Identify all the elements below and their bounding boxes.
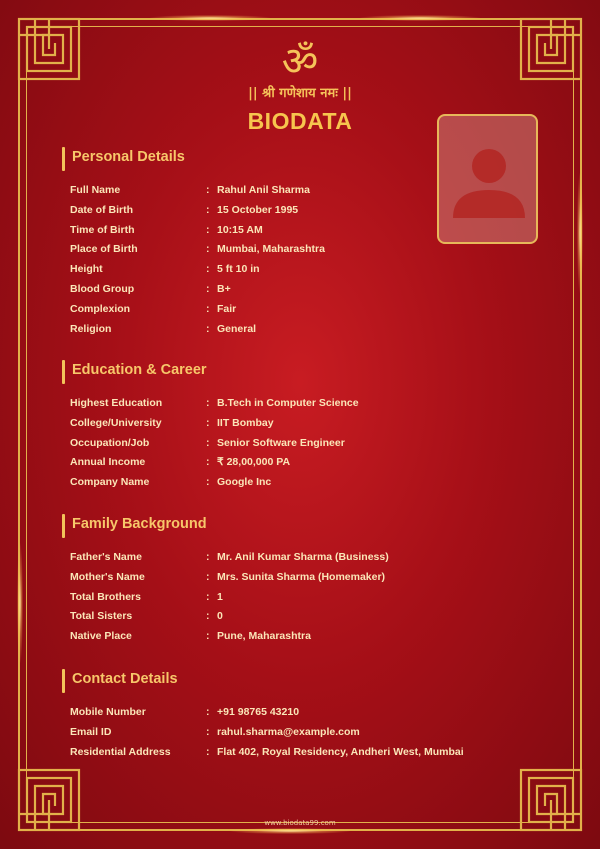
section-title: Education & Career bbox=[72, 362, 207, 378]
detail-colon: : bbox=[206, 184, 210, 196]
detail-label: Native Place bbox=[70, 630, 132, 643]
detail-label: Religion bbox=[70, 322, 112, 335]
detail-value: 5 ft 10 in bbox=[217, 263, 260, 276]
detail-value: rahul.sharma@example.com bbox=[217, 725, 360, 738]
ganesh-mantra: || श्री गणेशाय नमः || bbox=[248, 86, 352, 101]
detail-value: General bbox=[217, 322, 257, 335]
detail-label: Mother's Name bbox=[70, 570, 145, 583]
detail-value: Rahul Anil Sharma bbox=[217, 184, 310, 196]
detail-label: Father's Name bbox=[70, 551, 142, 563]
section-accent-bar bbox=[62, 147, 65, 171]
footer-website: www.biodata99.com bbox=[264, 819, 336, 827]
detail-colon: : bbox=[206, 630, 210, 643]
detail-colon: : bbox=[206, 436, 210, 449]
detail-value: B+ bbox=[217, 282, 231, 295]
detail-label: Full Name bbox=[70, 184, 121, 196]
detail-value: 10:15 AM bbox=[217, 223, 263, 236]
detail-colon: : bbox=[206, 397, 210, 409]
detail-value: 1 bbox=[217, 590, 223, 603]
section-title: Family Background bbox=[72, 516, 207, 532]
detail-value: IIT Bombay bbox=[217, 416, 274, 429]
detail-label: Residential Address bbox=[70, 745, 171, 758]
detail-value: Pune, Maharashtra bbox=[217, 630, 311, 643]
detail-colon: : bbox=[206, 725, 210, 738]
detail-label: Email ID bbox=[70, 725, 112, 738]
detail-colon: : bbox=[206, 203, 210, 216]
detail-label: Annual Income bbox=[70, 456, 146, 469]
detail-label: Time of Birth bbox=[70, 223, 135, 236]
detail-colon: : bbox=[206, 243, 210, 256]
om-symbol: ॐ bbox=[281, 39, 319, 85]
border-glow bbox=[577, 173, 583, 293]
detail-label: Occupation/Job bbox=[70, 436, 150, 449]
border-glow bbox=[150, 15, 270, 21]
detail-colon: : bbox=[206, 570, 210, 583]
person-placeholder-icon bbox=[453, 146, 525, 218]
detail-value: +91 98765 43210 bbox=[217, 706, 300, 718]
profile-photo-placeholder bbox=[437, 114, 538, 244]
detail-value: 15 October 1995 bbox=[217, 203, 299, 216]
border-glow bbox=[230, 828, 350, 834]
detail-colon: : bbox=[206, 282, 210, 295]
border-glow bbox=[360, 15, 480, 21]
section-accent-bar bbox=[62, 360, 65, 384]
detail-colon: : bbox=[206, 302, 210, 315]
detail-value: Fair bbox=[217, 302, 237, 315]
detail-label: College/University bbox=[70, 416, 162, 429]
detail-colon: : bbox=[206, 322, 210, 335]
detail-colon: : bbox=[206, 416, 210, 429]
detail-colon: : bbox=[206, 706, 210, 718]
detail-label: Blood Group bbox=[70, 282, 135, 295]
section-accent-bar bbox=[62, 514, 65, 538]
detail-value: ₹ 28,00,000 PA bbox=[217, 456, 291, 469]
detail-colon: : bbox=[206, 263, 210, 276]
detail-colon: : bbox=[206, 456, 210, 469]
detail-colon: : bbox=[206, 551, 210, 563]
detail-value: Flat 402, Royal Residency, Andheri West, Mumbai bbox=[217, 745, 464, 758]
detail-colon: : bbox=[206, 745, 210, 758]
detail-label: Total Brothers bbox=[70, 590, 141, 603]
detail-label: Highest Education bbox=[70, 397, 163, 409]
section-accent-bar bbox=[62, 669, 65, 693]
detail-value: B.Tech in Computer Science bbox=[217, 397, 359, 409]
detail-label: Height bbox=[70, 263, 103, 276]
detail-label: Complexion bbox=[70, 302, 131, 315]
detail-label: Date of Birth bbox=[70, 203, 133, 216]
detail-value: Senior Software Engineer bbox=[217, 436, 345, 449]
detail-value: Mr. Anil Kumar Sharma (Business) bbox=[217, 551, 389, 563]
detail-label: Mobile Number bbox=[70, 706, 146, 718]
detail-label: Total Sisters bbox=[70, 610, 133, 623]
detail-label: Company Name bbox=[70, 476, 150, 489]
border-glow bbox=[17, 543, 23, 663]
detail-colon: : bbox=[206, 590, 210, 603]
section-title: Personal Details bbox=[72, 149, 185, 165]
detail-value: Mrs. Sunita Sharma (Homemaker) bbox=[217, 570, 386, 583]
page-title: BIODATA bbox=[247, 108, 353, 134]
detail-colon: : bbox=[206, 223, 210, 236]
detail-colon: : bbox=[206, 476, 210, 489]
detail-label: Place of Birth bbox=[70, 243, 138, 256]
detail-colon: : bbox=[206, 610, 210, 623]
detail-value: Google Inc bbox=[217, 476, 272, 489]
section-title: Contact Details bbox=[72, 671, 178, 687]
detail-value: 0 bbox=[217, 610, 223, 623]
detail-value: Mumbai, Maharashtra bbox=[217, 243, 325, 256]
